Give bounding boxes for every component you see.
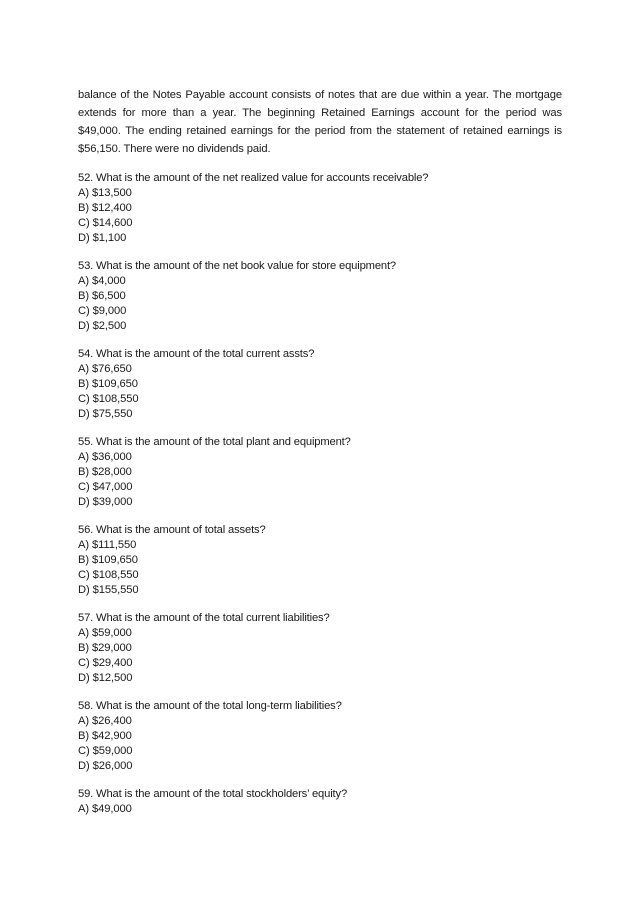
question-52 <box>78 171 562 246</box>
question-57 <box>78 611 562 686</box>
answer-option: B) $109,650 <box>78 378 138 390</box>
answer-option: D) $75,550 <box>78 408 133 420</box>
question-text: 56. What is the amount of total assets? <box>78 524 266 536</box>
answer-option: C) $59,000 <box>78 745 133 757</box>
answer-option: A) $4,000 <box>78 275 126 287</box>
answer-options <box>78 538 562 598</box>
answer-option: C) $14,600 <box>78 217 133 229</box>
answer-option: C) $108,550 <box>78 393 139 405</box>
question-text: 59. What is the amount of the total stockholders’ equity? <box>78 788 348 800</box>
answer-option: A) $26,400 <box>78 715 132 727</box>
answer-option: C) $108,550 <box>78 569 139 581</box>
answer-option: A) $59,000 <box>78 627 132 639</box>
page-content <box>78 86 562 830</box>
answer-options <box>78 274 562 334</box>
answer-option: A) $76,650 <box>78 363 132 375</box>
answer-option: B) $29,000 <box>78 642 132 654</box>
intro-paragraph: balance of the Notes Payable account consists of notes that are due within a year. The mortgage extends for more than a year. The beginning Retained Earnings account for the period was $49,000. The ending retained earnings for the period from the statement of retained earnings is $56,150. There were no dividends paid. <box>78 89 562 155</box>
question-58 <box>78 699 562 774</box>
answer-option: A) $13,500 <box>78 187 132 199</box>
answer-option: C) $47,000 <box>78 481 133 493</box>
answer-options <box>78 186 562 246</box>
answer-options <box>78 362 562 422</box>
answer-options <box>78 802 562 817</box>
answer-option: B) $12,400 <box>78 202 132 214</box>
question-55 <box>78 435 562 510</box>
answer-option: C) $29,400 <box>78 657 133 669</box>
answer-options <box>78 626 562 686</box>
answer-option: A) $49,000 <box>78 803 132 815</box>
answer-options <box>78 714 562 774</box>
answer-option: A) $111,550 <box>78 539 137 551</box>
answer-option: D) $2,500 <box>78 320 127 332</box>
answer-option: D) $12,500 <box>78 672 133 684</box>
question-59 <box>78 787 562 817</box>
question-56 <box>78 523 562 598</box>
answer-option: D) $39,000 <box>78 496 133 508</box>
question-54 <box>78 347 562 422</box>
answer-option: B) $109,650 <box>78 554 138 566</box>
question-text: 52. What is the amount of the net realized value for accounts receivable? <box>78 172 429 184</box>
answer-option: D) $1,100 <box>78 232 127 244</box>
question-text: 54. What is the amount of the total current assts? <box>78 348 315 360</box>
question-text: 53. What is the amount of the net book value for store equipment? <box>78 260 396 272</box>
question-53 <box>78 259 562 334</box>
answer-options <box>78 450 562 510</box>
question-text: 57. What is the amount of the total current liabilities? <box>78 612 330 624</box>
answer-option: D) $155,550 <box>78 584 139 596</box>
answer-option: D) $26,000 <box>78 760 133 772</box>
question-text: 58. What is the amount of the total long-term liabilities? <box>78 700 342 712</box>
answer-option: A) $36,000 <box>78 451 132 463</box>
question-text: 55. What is the amount of the total plant and equipment? <box>78 436 351 448</box>
answer-option: B) $42,900 <box>78 730 132 742</box>
answer-option: B) $6,500 <box>78 290 126 302</box>
answer-option: B) $28,000 <box>78 466 132 478</box>
answer-option: C) $9,000 <box>78 305 127 317</box>
